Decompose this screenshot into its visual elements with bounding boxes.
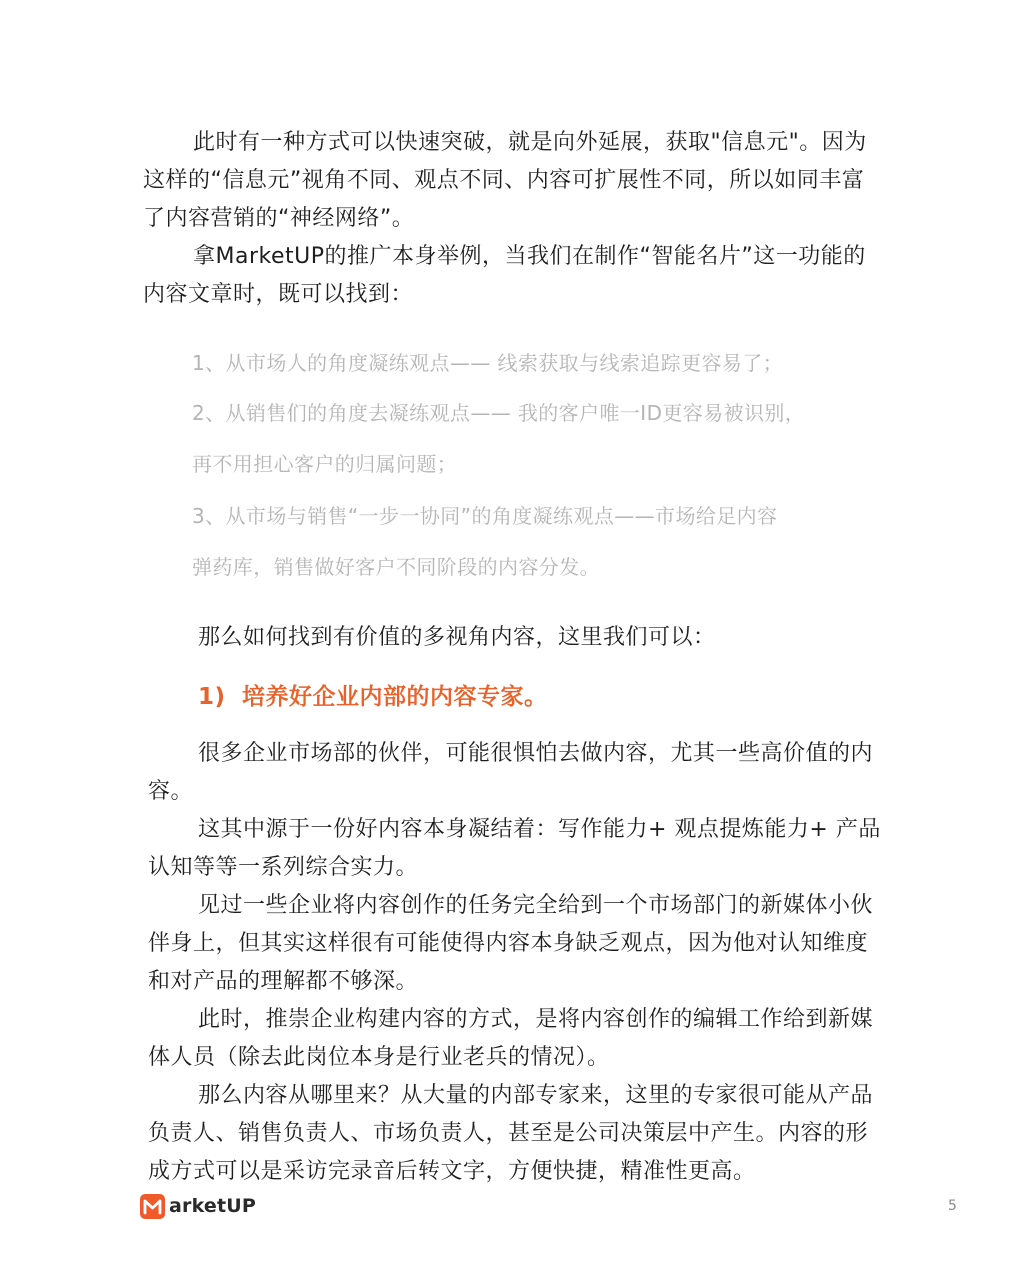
paragraph-information-element: 此时有一种方式可以快速突破，就是向外延展，获取"信息元"。因为这样的“信息元”视角不同、观点不同、内容可扩展性不同，所以如同丰富了内容营销的“神经网络”。 [143,130,867,231]
section-number: 1) [198,684,226,710]
lead-sentence: 那么如何找到有价值的多视角内容，这里我们可以： [198,625,716,650]
point-collaboration-perspective-cont: 弹药库，销售做好客户不同阶段的内容分发。 [192,555,600,579]
page-number: 5 [948,1198,957,1214]
marketup-m-logo-icon [140,1194,165,1219]
body-paragraph: 那么内容从哪里来？从大量的内部专家来，这里的专家很可能从产品负责人、销售负责人、市场负责人，甚至是公司决策层中产生。内容的形成方式可以是采访完录音后转文字，方便快捷，精准性更高。 [148,1083,874,1184]
section-heading [198,680,888,714]
logo-text: arketUP [169,1195,257,1217]
point-sales-perspective: 2、从销售们的角度去凝练观点—— 我的客户唯一ID更容易被识别， [192,401,806,425]
point-collaboration-perspective: 3、从市场与销售“一步一协同”的角度凝练观点——市场给足内容 [192,504,778,528]
section-title: 培养好企业内部的内容专家。 [242,684,548,710]
point-sales-perspective-cont: 再不用担心客户的归属问题； [192,452,458,476]
paragraph-marketup-example: 拿MarketUP的推广本身举例，当我们在制作“智能名片”这一功能的内容文章时，既可以找到： [143,244,866,307]
body-paragraph: 很多企业市场部的伙伴，可能很惧怕去做内容，尤其一些高价值的内容。 [148,741,874,804]
body-paragraph: 此时，推崇企业构建内容的方式，是将内容创作的编辑工作给到新媒体人员（除去此岗位本身是行业老兵的情况）。 [148,1007,874,1070]
footer-logo [140,1193,256,1219]
point-market-perspective: 1、从市场人的角度凝练观点—— 线索获取与线索追踪更容易了； [192,351,784,375]
section-body [148,735,888,1191]
body-paragraph: 见过一些企业将内容创作的任务完全给到一个市场部门的新媒体小伙伴身上，但其实这样很有可能使得内容本身缺乏观点，因为他对认知维度和对产品的理解都不够深。 [148,893,874,994]
body-paragraph: 这其中源于一份好内容本身凝结着：写作能力+ 观点提炼能力+ 产品认知等等一系列综合实力。 [148,817,881,880]
